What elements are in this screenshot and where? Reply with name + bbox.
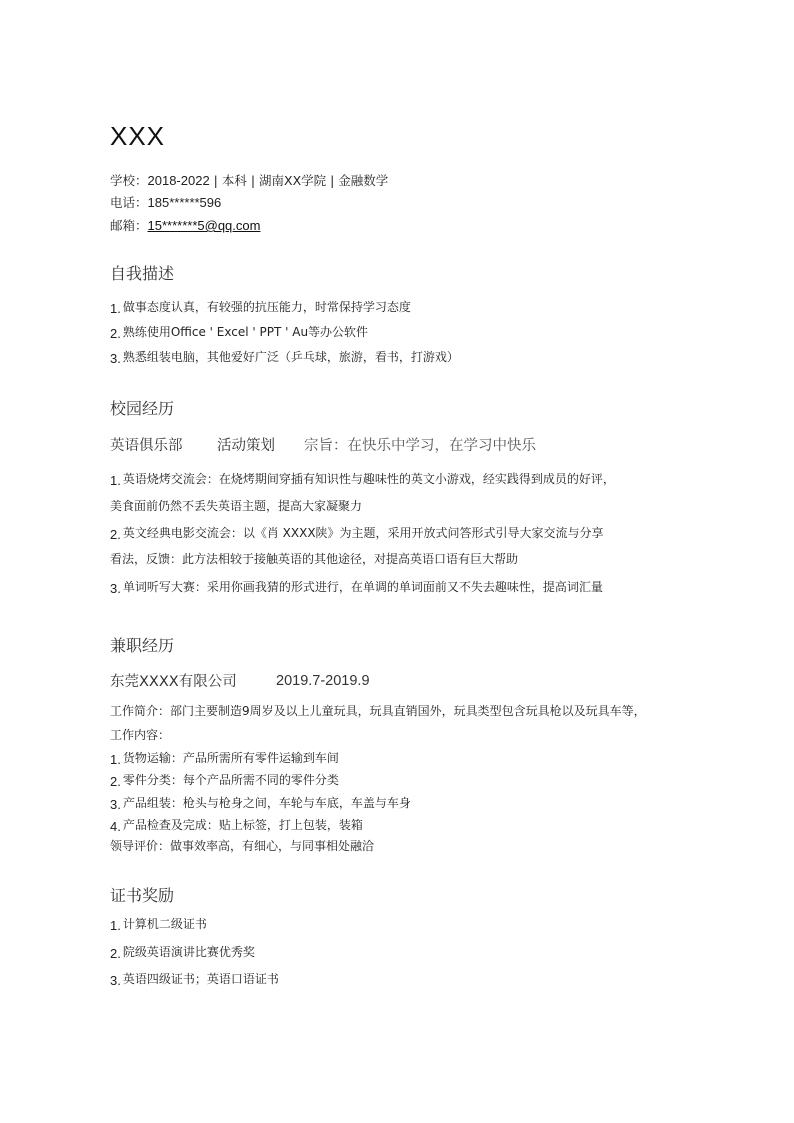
school-years: 2018-2022 bbox=[147, 173, 210, 188]
campus-club: 英语俱乐部 bbox=[110, 438, 183, 454]
email-link[interactable]: 15*******5@qq.com bbox=[147, 218, 261, 233]
campus-item: 3. 单词听写大赛：采用你画我猜的形式进行，在单调的单词面前又不失去趣味性，提高词汇量 bbox=[110, 580, 603, 596]
parttime-item: 3. 产品组装：枪头与枪身之间，车轮与车底，车盖与车身 bbox=[110, 796, 411, 812]
self-description-item: 3. 熟悉组装电脑，其他爱好广泛（乒乓球，旅游，看书，打游戏） bbox=[110, 350, 459, 366]
campus-item-continued: 美食面前仍然不丢失英语主题，提高大家凝聚力 bbox=[110, 499, 363, 513]
candidate-name: XXX bbox=[110, 121, 166, 151]
parttime-intro: 工作简介：部门主要制造9周岁及以上儿童玩具，玩具直销国外，玩具类型包含玩具枪以及玩具车等， bbox=[110, 704, 646, 718]
self-description-item: 1. 做事态度认真，有较强的抗压能力，时常保持学习态度 bbox=[110, 300, 411, 316]
award-item: 3. 英语四级证书；英语口语证书 bbox=[110, 972, 279, 988]
school-line bbox=[110, 171, 388, 189]
parttime-item: 2. 零件分类：每个产品所需不同的零件分类 bbox=[110, 773, 339, 789]
award-item: 1. 计算机二级证书 bbox=[110, 917, 207, 933]
campus-item: 2. 英文经典电影交流会：以《肖 XXXX陕》为主题，采用开放式问答形式引导大家交流与分享 bbox=[110, 526, 604, 542]
award-item: 2. 院级英语演讲比赛优秀奖 bbox=[110, 945, 255, 961]
parttime-item: 1. 货物运输：产品所需所有零件运输到车间 bbox=[110, 751, 339, 767]
school-label: 学校： bbox=[110, 173, 148, 188]
parttime-title: 兼职经历 bbox=[110, 636, 175, 655]
phone-value: 185******596 bbox=[147, 195, 222, 210]
campus-title: 校园经历 bbox=[110, 399, 175, 418]
campus-role: 活动策划 bbox=[217, 438, 275, 454]
self-description-title: 自我描述 bbox=[110, 264, 175, 283]
campus-motto: 宗旨：在快乐中学习，在学习中快乐 bbox=[304, 438, 536, 454]
email-line bbox=[110, 216, 260, 234]
parttime-company: 东莞XXXX有限公司 bbox=[110, 674, 237, 690]
email-label: 邮箱： bbox=[110, 218, 148, 233]
self-description-item: 2. 熟练使用Office ' Excel ' PPT ' Au等办公软件 bbox=[110, 325, 369, 341]
parttime-item: 4. 产品检查及完成：贴上标签，打上包装，装箱 bbox=[110, 818, 363, 834]
school-detail: | 本科 | 湖南XX学院 | 金融数学 bbox=[209, 173, 389, 188]
awards-title: 证书奖励 bbox=[110, 886, 175, 905]
campus-item-continued: 看法，反馈：此方法相较于接触英语的其他途径，对提高英语口语有巨大帮助 bbox=[110, 552, 519, 566]
campus-item: 1. 英语烧烤交流会：在烧烤期间穿插有知识性与趣味性的英文小游戏，经实践得到成员的好评， bbox=[110, 472, 615, 488]
parttime-evaluation: 领导评价：做事效率高，有细心，与同事相处融洽 bbox=[110, 839, 375, 853]
parttime-period: 2019.7-2019.9 bbox=[276, 673, 370, 689]
parttime-content-label: 工作内容： bbox=[110, 728, 171, 742]
phone-line bbox=[110, 193, 221, 211]
phone-label: 电话： bbox=[110, 195, 148, 210]
